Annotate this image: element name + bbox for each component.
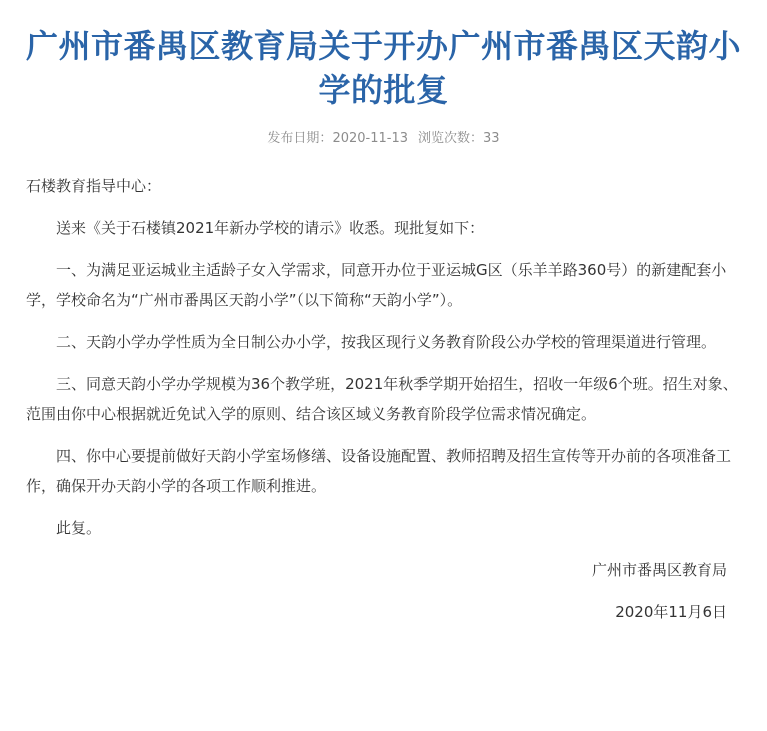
paragraph-item-4: 四、你中心要提前做好天韵小学室场修缮、设备设施配置、教师招聘及招生宣传等开办前的各项准备工作，确保开办天韵小学的各项工作顺利推进。 xyxy=(26,447,732,495)
article-meta xyxy=(26,129,741,149)
salutation: 石楼教育指导中心： xyxy=(26,177,162,195)
views-count: 33 xyxy=(483,131,500,146)
article-title: 广州市番禺区教育局关于开办广州市番禺区天韵小学的批复 xyxy=(26,27,742,109)
publish-date: 2020-11-13 xyxy=(332,131,408,146)
paragraph-item-2: 二、天韵小学办学性质为全日制公办小学，按我区现行义务教育阶段公办学校的管理渠道进行管理。 xyxy=(56,333,717,351)
paragraph-closing: 此复。 xyxy=(56,519,102,537)
paragraph-item-3: 三、同意天韵小学办学规模为36个教学班，2021年秋季学期开始招生，招收一年级6个班。招生对象、范围由你中心根据就近免试入学的原则、结合该区域义务教育阶段学位需求情况确定。 xyxy=(26,375,738,423)
paragraph-item-1: 一、为满足亚运城业主适龄子女入学需求，同意开办位于亚运城G区（乐羊羊路360号）的新建配套小学，学校命名为“广州市番禺区天韵小学”（以下简称“天韵小学”）。 xyxy=(26,261,727,309)
signature-date: 2020年11月6日 xyxy=(615,603,727,621)
article-body xyxy=(26,171,741,627)
publish-date-label: 发布日期： xyxy=(267,131,333,146)
views-label: 浏览次数： xyxy=(418,131,484,146)
signature-organization: 广州市番禺区教育局 xyxy=(591,561,727,579)
paragraph-intro: 送来《关于石楼镇2021年新办学校的请示》收悉。现批复如下： xyxy=(56,219,485,237)
